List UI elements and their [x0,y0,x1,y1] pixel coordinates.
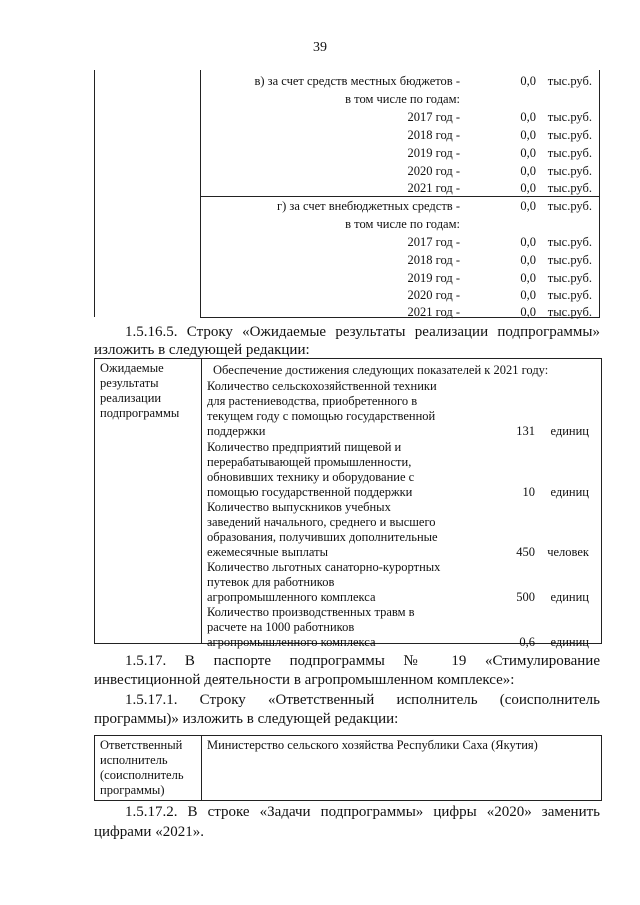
indicator-unit: человек [547,545,589,559]
paragraph-1-5-17-2-line1: 1.5.17.2. В строке «Задачи подпрограммы» цифры «2020» заменить [125,804,600,820]
budget-local-year-row: 2017 год - 0,0 тыс.руб. [407,110,592,124]
page-number: 39 [313,40,327,55]
budget-table-bottom-border [200,317,600,318]
indicator-unit: единиц [550,424,589,438]
paragraph-1-5-17-line1: 1.5.17. В паспорте подпрограммы № 19 «Стимулирование [125,653,600,669]
indicator-item: Количество выпускников учебных заведений начального, среднего и высшего образования, получивших дополнительные ежемесячные выплаты 450 человек [207,500,589,559]
results-intro: Обеспечение достижения следующих показателей к 2021 году: [213,363,549,377]
indicator-item: Количество предприятий пищевой и перерабатывающей промышленности, обновивших технику и оборудование с помощью государственной поддержки 10 единиц [207,440,589,499]
table-divider [201,736,202,800]
budget-local-year-row: 2021 год - 0,0 тыс.руб. [407,181,592,195]
indicator-value: 500 [516,590,535,604]
responsible-executor-table [94,735,602,801]
budget-extra-by-years-row: в том числе по годам: [345,217,460,231]
paragraph-1-5-17-1-line2: программы)» изложить в следующей редакции: [94,711,399,727]
budget-local-year-row: 2019 год - 0,0 тыс.руб. [407,146,592,160]
table-divider [201,359,202,643]
executor-label-cell: Ответственный исполнитель (соисполнитель программы) [100,738,184,797]
budget-local-title-row: в) за счет средств местных бюджетов - 0,0 тыс.руб. [254,74,592,88]
indicator-item: Количество льготных санаторно-курортных путевок для работников агропромышленного комплекса 500 единиц [207,560,589,604]
budget-extra-year-row: 2019 год - 0,0 тыс.руб. [407,271,592,285]
budget-extra-year-row: 2017 год - 0,0 тыс.руб. [407,235,592,249]
indicator-unit: единиц [550,635,589,649]
indicator-item: Количество сельскохозяйственной техники для растениеводства, приобретенного в текущем году с помощью государственной поддержки 131 единиц [207,379,589,438]
executor-value-cell: Министерство сельского хозяйства Республики Саха (Якутия) [207,738,538,752]
table-border-left [94,70,95,317]
paragraph-1-5-17-1-line1: 1.5.17.1. Строку «Ответственный исполнитель (соисполнитель [125,692,600,708]
paragraph-1-5-17-2-line2: цифрами «2021». [94,824,204,840]
budget-extra-year-row: 2021 год - 0,0 тыс.руб. [407,305,592,319]
indicator-value: 0,6 [519,635,535,649]
results-label-cell: Ожидаемые результаты реализации подпрограммы [100,361,180,420]
budget-table [94,70,600,317]
expected-results-table [94,358,602,649]
paragraph-1-5-16-5-line1: 1.5.16.5. Строку «Ожидаемые результаты реализации подпрограммы» [125,324,600,340]
budget-extra-year-row: 2020 год - 0,0 тыс.руб. [407,288,592,302]
indicator-item: Количество производственных травм в расчете на 1000 работников агропромышленного комплекса 0,6 единиц [207,605,589,649]
indicator-unit: единиц [550,485,589,499]
budget-local-year-row: 2020 год - 0,0 тыс.руб. [407,164,592,178]
budget-extra-year-row: 2018 год - 0,0 тыс.руб. [407,253,592,267]
budget-local-year-row: 2018 год - 0,0 тыс.руб. [407,128,592,142]
indicator-value: 450 [516,545,535,559]
paragraph-1-5-17-line2: инвестиционной деятельности в агропромышленном комплексе»: [94,672,515,688]
indicator-unit: единиц [550,590,589,604]
budget-local-by-years-row: в том числе по годам: [345,92,460,106]
indicator-value: 131 [516,424,535,438]
indicator-value: 10 [522,485,535,499]
budget-extra-title-row: г) за счет внебюджетных средств - 0,0 тыс.руб. [277,199,592,213]
paragraph-1-5-16-5-line2: изложить в следующей редакции: [94,342,310,358]
